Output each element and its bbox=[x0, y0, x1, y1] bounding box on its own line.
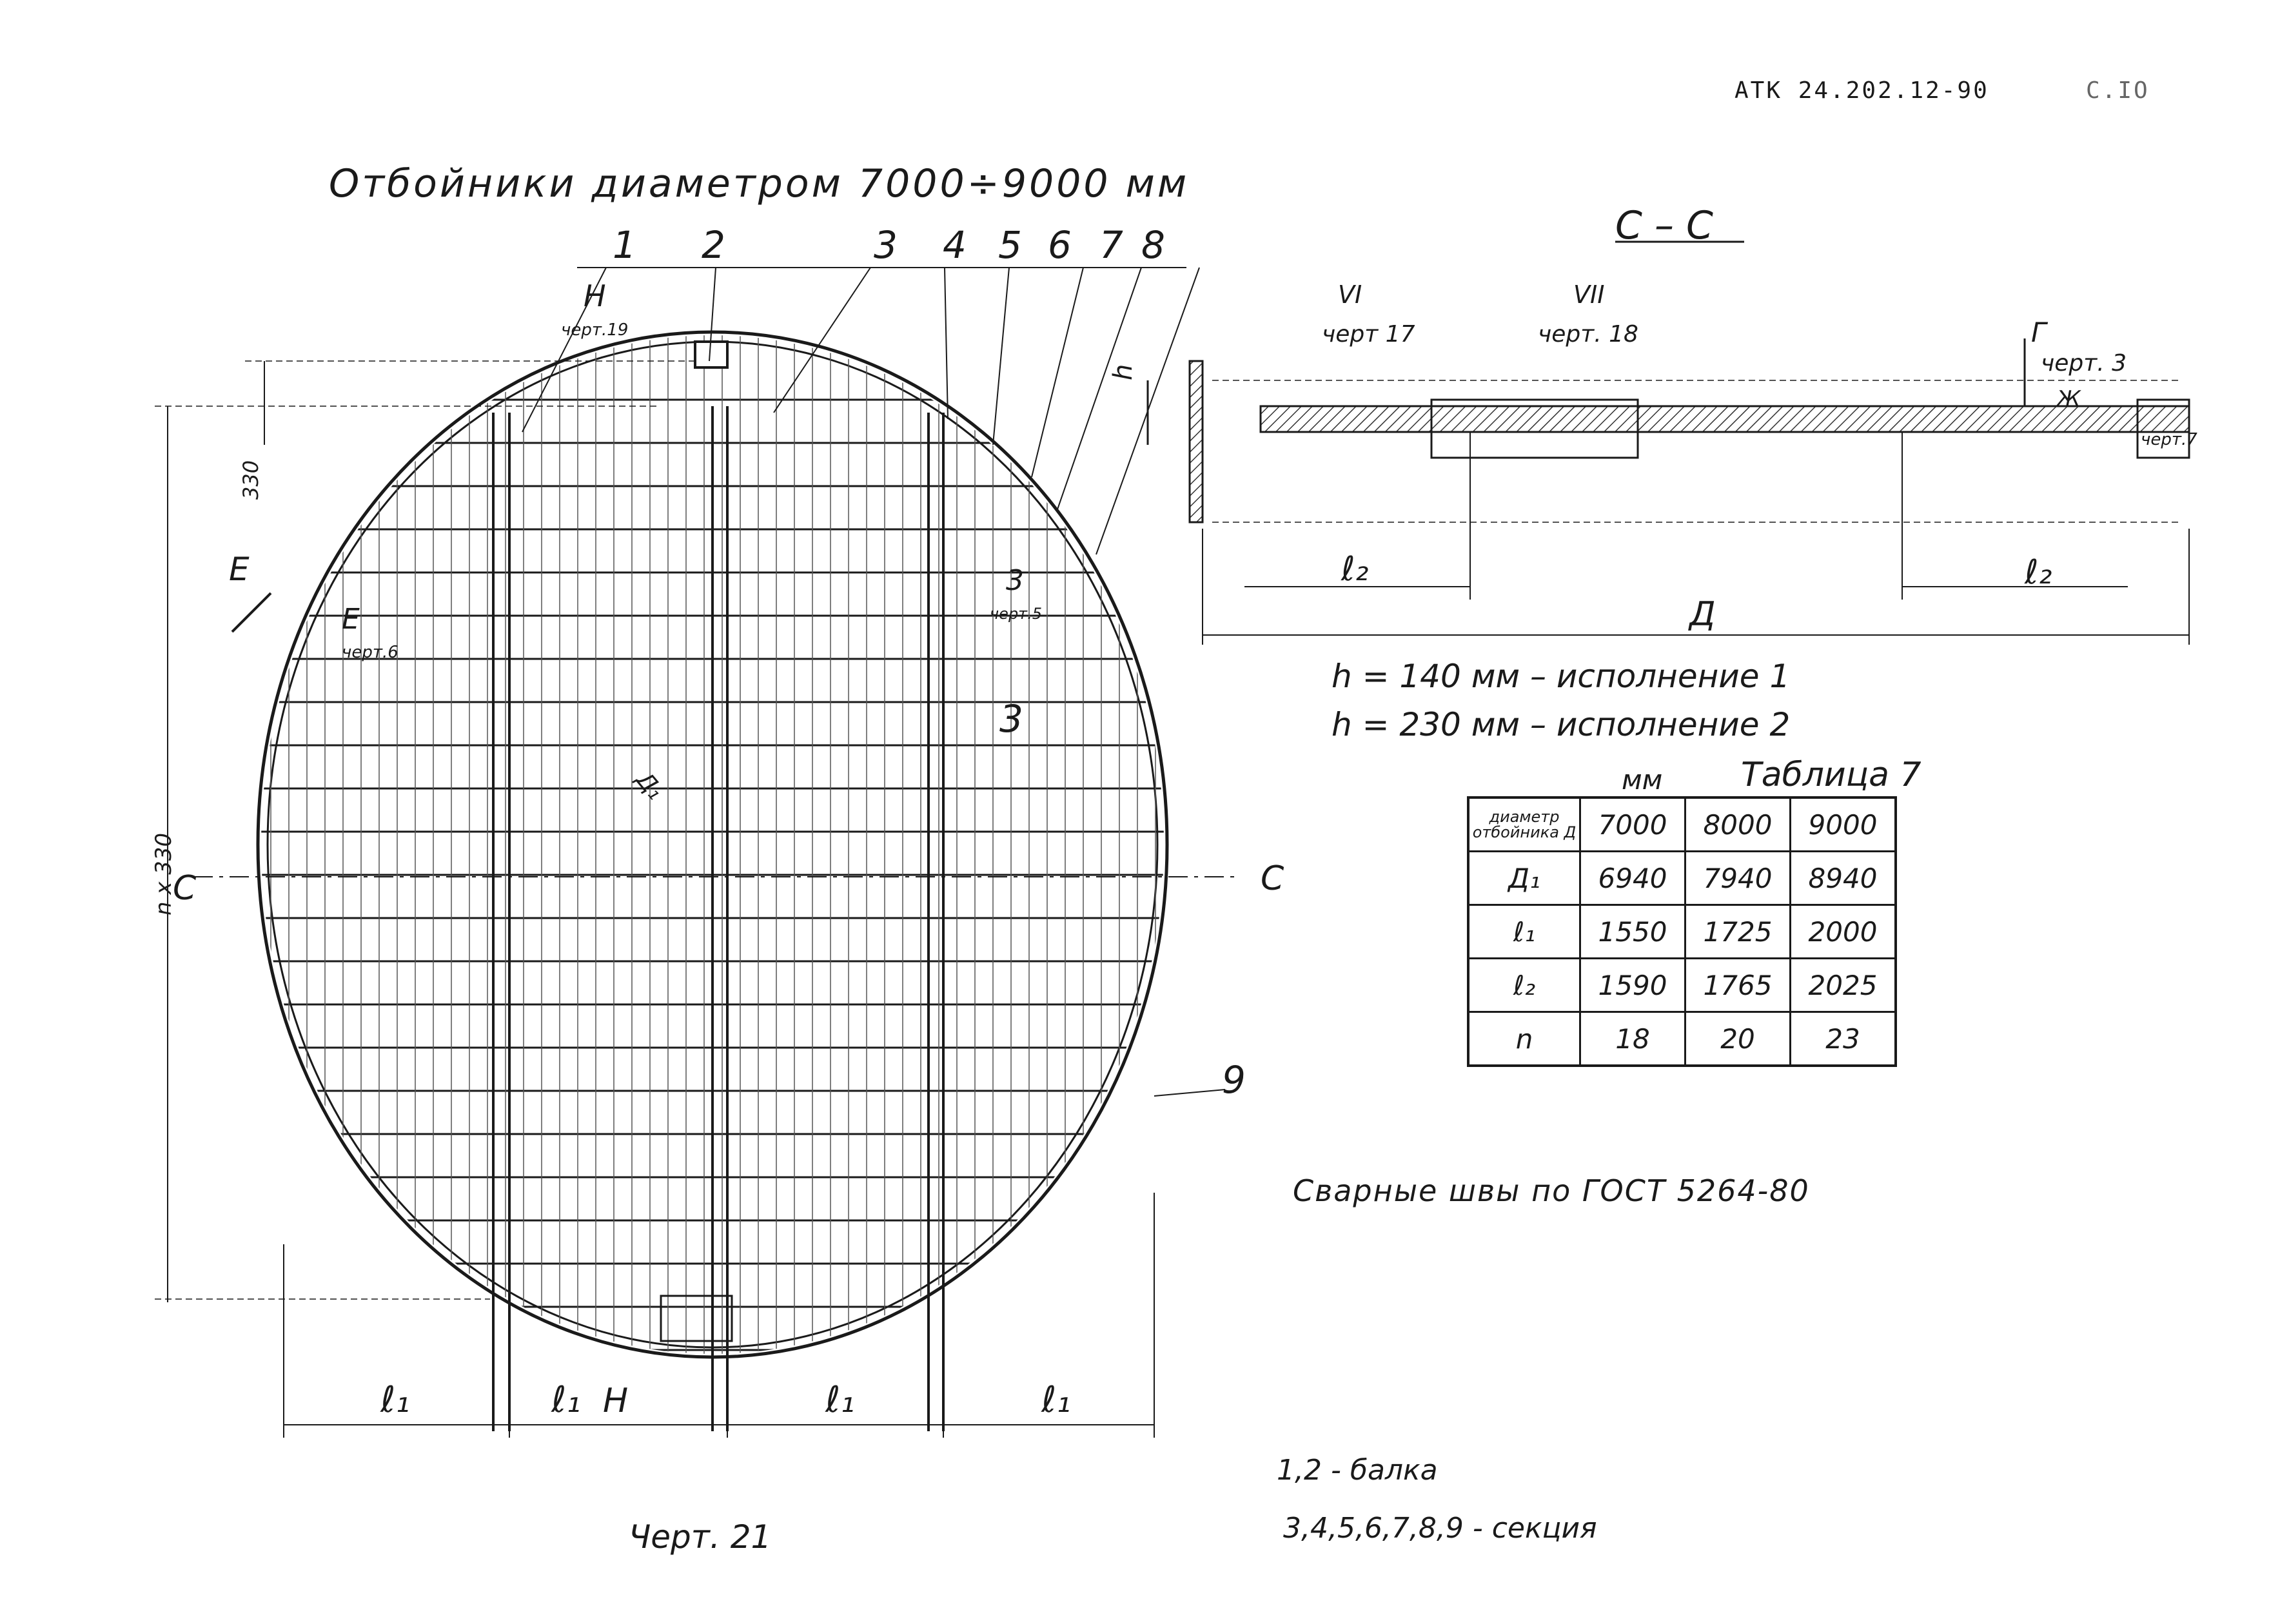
table-cell: 9000 bbox=[1791, 797, 1896, 852]
view-h-bottom-label: Н bbox=[603, 1382, 629, 1420]
table-row bbox=[1468, 1012, 1896, 1066]
table-cell: 6940 bbox=[1580, 852, 1685, 905]
dim-n-330: n x 330 bbox=[151, 832, 177, 915]
h-note-1: h = 140 мм – исполнение 1 bbox=[1332, 658, 1791, 695]
table-cell: 7940 bbox=[1685, 852, 1791, 905]
top-lug bbox=[695, 342, 727, 367]
plan-labels bbox=[151, 223, 1284, 1421]
span-label-2: ℓ₁ bbox=[551, 1379, 581, 1421]
table-cell: 8940 bbox=[1791, 852, 1896, 905]
table-row-label: n bbox=[1468, 1012, 1580, 1066]
view-h-label: Н bbox=[584, 279, 606, 313]
view-e-label-2: Е bbox=[342, 603, 360, 636]
callout-5: 5 bbox=[998, 223, 1022, 267]
callout-6: 6 bbox=[1048, 223, 1072, 267]
span-label-4: ℓ₁ bbox=[1041, 1379, 1071, 1421]
drawing-caption: Черт. 21 bbox=[629, 1518, 772, 1556]
beam-left bbox=[493, 413, 509, 1431]
table-cell: 8000 bbox=[1685, 797, 1791, 852]
h-dim-label: h bbox=[1108, 364, 1138, 380]
view-3-label-2: 3 bbox=[999, 697, 1023, 741]
view-vi-ref: черт 17 bbox=[1322, 321, 1415, 347]
table-cell: 7000 bbox=[1580, 797, 1685, 852]
section-labels bbox=[1108, 280, 2197, 634]
table-row bbox=[1468, 905, 1896, 959]
page-number: С.IO bbox=[2086, 77, 2150, 104]
span-label-1: ℓ₁ bbox=[380, 1379, 410, 1421]
table-cell: 1725 bbox=[1685, 905, 1791, 959]
document-code: АТК 24.202.12-90 bbox=[1735, 77, 1989, 104]
l2-label-right: ℓ₂ bbox=[2025, 553, 2052, 592]
table-row-label: ℓ₂ bbox=[1468, 959, 1580, 1012]
span-label-3: ℓ₁ bbox=[825, 1379, 855, 1421]
table-cell: 2000 bbox=[1791, 905, 1896, 959]
table-cell: 20 bbox=[1685, 1012, 1791, 1066]
view-vii-ref: черт. 18 bbox=[1538, 321, 1638, 347]
h-note-2: h = 230 мм – исполнение 2 bbox=[1332, 706, 1791, 743]
callout-1: 1 bbox=[613, 223, 636, 267]
bottom-lug bbox=[661, 1296, 732, 1341]
section-wall-left bbox=[1190, 361, 1203, 522]
callout-4: 4 bbox=[943, 223, 967, 267]
sheet-title: Отбойники диаметром 7000÷9000 мм bbox=[329, 161, 1190, 206]
table-header-cell: диаметр отбойника Д bbox=[1468, 797, 1580, 852]
view-3-ref: черт.5 bbox=[990, 605, 1043, 623]
view-e-ref: черт.6 bbox=[342, 643, 398, 662]
weld-note: Сварные швы по ГОСТ 5264-80 bbox=[1293, 1173, 1810, 1208]
table-label: Таблица 7 bbox=[1741, 756, 1921, 794]
zh-label: Ж bbox=[2057, 386, 2081, 412]
dim-top-330: 330 bbox=[239, 460, 263, 500]
section-mark-right: С bbox=[1261, 859, 1284, 898]
dimensions-table bbox=[1467, 796, 1897, 1067]
table-cell: 2025 bbox=[1791, 959, 1896, 1012]
view-g-label: Г bbox=[2031, 317, 2047, 348]
callout-2: 2 bbox=[702, 223, 725, 267]
section-mark-left: С bbox=[173, 869, 197, 908]
callout-9: 9 bbox=[1222, 1058, 1246, 1102]
table-header-row bbox=[1468, 797, 1896, 852]
d-label: Д bbox=[1689, 595, 1716, 634]
callout-3: 3 bbox=[874, 223, 898, 267]
view-vi-label: VI bbox=[1338, 280, 1362, 309]
view-e-label: Е bbox=[229, 551, 250, 588]
table-row-label: ℓ₁ bbox=[1468, 905, 1580, 959]
table-row-label: Д₁ bbox=[1468, 852, 1580, 905]
view-3-label: 3 bbox=[1006, 564, 1024, 597]
legend-section: 3,4,5,6,7,8,9 - секция bbox=[1283, 1512, 1597, 1545]
table-row bbox=[1468, 959, 1896, 1012]
table-cell: 1765 bbox=[1685, 959, 1791, 1012]
view-vii-label: VII bbox=[1573, 280, 1605, 309]
table-units: мм bbox=[1622, 764, 1663, 796]
section-plate bbox=[1261, 406, 2189, 432]
l2-label-left: ℓ₂ bbox=[1341, 550, 1369, 589]
view-g-ref: черт. 3 bbox=[2041, 350, 2127, 377]
diameter-label: Д₁ bbox=[631, 767, 669, 805]
table-cell: 23 bbox=[1791, 1012, 1896, 1066]
table-cell: 18 bbox=[1580, 1012, 1685, 1066]
table-row bbox=[1468, 852, 1896, 905]
callout-8: 8 bbox=[1141, 223, 1165, 267]
view-h-ref: черт.19 bbox=[561, 320, 629, 340]
ref-7: черт.7 bbox=[2141, 430, 2197, 449]
plan-view bbox=[155, 268, 1238, 1438]
table-cell: 1550 bbox=[1580, 905, 1685, 959]
legend-beam: 1,2 - балка bbox=[1277, 1454, 1438, 1487]
section-title: С – С bbox=[1615, 203, 1713, 248]
table-cell: 1590 bbox=[1580, 959, 1685, 1012]
callout-7: 7 bbox=[1099, 223, 1123, 267]
